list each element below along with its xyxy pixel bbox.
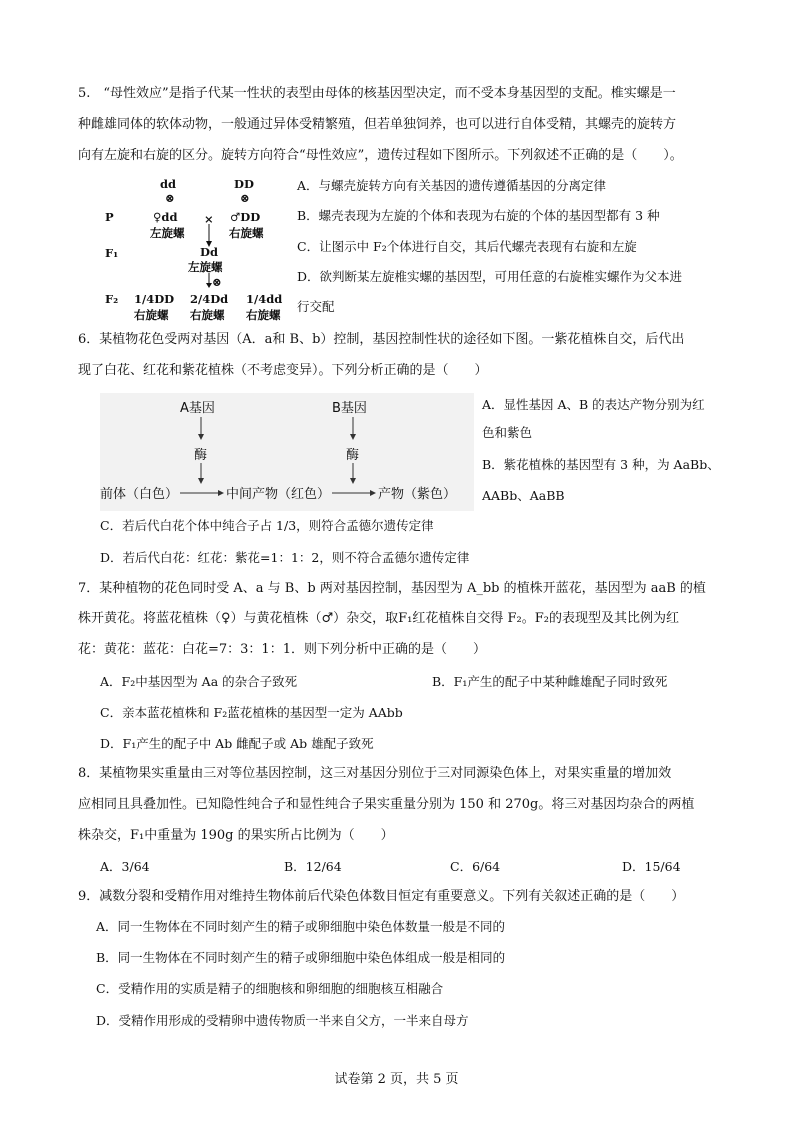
down-arrow-icon	[349, 417, 359, 441]
diagram-DD-top: DD	[234, 177, 254, 191]
q6-option-c: C．若后代白花个体中纯合子占 1/3，则符合孟德尔遗传定律	[100, 518, 434, 533]
f2-snail-2: 右旋螺	[190, 308, 225, 322]
product-label: 产物（紫色）	[378, 487, 457, 502]
right-snail-label: 右旋螺	[229, 226, 264, 240]
f2-snail-1: 右旋螺	[134, 308, 169, 322]
down-arrow-icon	[197, 463, 207, 485]
enzyme-2-label: 酶	[346, 448, 360, 463]
q8-line-3: 株杂交，F₁中重量为 190g 的果实所占比例为（ ）	[78, 828, 394, 843]
selfing-symbol: ⊗	[240, 191, 250, 205]
q9-line-1: 9．减数分裂和受精作用对维持生物体前后代染色体数目恒定有重要意义。下列有关叙述正确的是（ ）	[78, 889, 685, 904]
left-snail-label: 左旋螺	[150, 226, 185, 240]
q6-line-1: 6．某植物花色受两对基因（A．a和 B、b）控制，基因控制性状的途径如下图。一紫花植株自交，后代出	[78, 332, 685, 347]
q7-option-a: A．F₂中基因型为 Aa 的杂合子致死	[100, 674, 298, 689]
q7-line-1: 7．某种植物的花色同时受 A、a 与 B、b 两对基因控制，基因型为 A_bb 的植株开蓝花，基因型为 aaB 的植	[78, 581, 706, 596]
q5-option-b: B．螺壳表现为左旋的个体和表现为右旋的个体的基因型都有 3 种	[297, 208, 660, 223]
q5-option-d-line1: D．欲判断某左旋椎实螺的基因型，可用任意的右旋椎实螺作为父本进	[297, 269, 683, 284]
q6-option-d: D．若后代白花：红花：紫花=1：1：2，则不符合孟德尔遗传定律	[100, 550, 470, 565]
q8-line-1: 8．某植物果实重量由三对等位基因控制，这三对基因分别位于三对同源染色体上，对果实重量的增加效	[78, 766, 672, 781]
q6-option-a-line2: 色和紫色	[482, 425, 533, 440]
q6-option-b-line1: B．紫花植株的基因型有 3 种，为 AaBb、	[482, 457, 720, 472]
male-DD: ♂DD	[230, 210, 261, 224]
q9-option-d: D．受精作用形成的受精卵中遗传物质一半来自父方，一半来自母方	[96, 1013, 469, 1028]
q6-line-2: 现了白花、红花和紫花植株（不考虑变异）。下列分析正确的是（ ）	[78, 363, 488, 378]
q8-option-d: D．15/64	[622, 859, 681, 874]
f1-Dd: Dd	[200, 245, 219, 259]
right-arrow-icon	[180, 489, 226, 499]
enzyme-1-label: 酶	[194, 448, 208, 463]
generation-F2: F₂	[105, 292, 119, 306]
q5-line-2: 种雌雄同体的软体动物，一般通过异体受精繁殖，但若单独饲养，也可以进行自体受精，其螺壳的旋转方	[78, 117, 677, 132]
q8-line-2: 应相同且具叠加性。已知隐性纯合子和显性纯合子果实重量分别为 150 和 270g。将三对基因均杂合的两植	[78, 797, 695, 812]
gene-b-label: B基因	[332, 401, 367, 416]
female-dd: ♀dd	[153, 210, 178, 224]
q9-option-c: C．受精作用的实质是精子的细胞核和卵细胞的细胞核互相融合	[96, 981, 444, 996]
q6-option-a-line1: A．显性基因 A、B 的表达产物分别为红	[482, 397, 705, 412]
q7-option-d: D．F₁产生的配子中 Ab 雌配子或 Ab 雄配子致死	[100, 736, 374, 751]
q7-option-b: B．F₁产生的配子中某种雌雄配子同时致死	[432, 674, 668, 689]
q6-option-b-line2: AABb、AaBB	[482, 488, 565, 503]
q7-option-c: C．亲本蓝花植株和 F₂蓝花植株的基因型一定为 AAbb	[100, 705, 403, 720]
flower-color-pathway-diagram	[100, 393, 474, 511]
q5-option-d-line2: 行交配	[297, 299, 335, 314]
q8-option-a: A．3/64	[100, 859, 150, 874]
q7-line-2: 株开黄花。将蓝花植株（♀）与黄花植株（♂）杂交，取F₁红花植株自交得 F₂。F₂的表现型及其比例为红	[78, 611, 679, 626]
f2-dd: 1/4dd	[246, 292, 283, 306]
selfing-symbol: ⊗	[165, 191, 175, 205]
page-footer: 试卷第 2 页，共 5 页	[334, 1072, 459, 1087]
q8-option-c: C．6/64	[450, 859, 501, 874]
q5-option-c: C．让图示中 F₂个体进行自交，其后代螺壳表现有右旋和左旋	[297, 239, 637, 254]
f2-Dd: 2/4Dd	[190, 292, 229, 306]
q5-line-1: 5. “母性效应”是指子代某一性状的表型由母体的核基因型决定，而不受本身基因型的支配。椎实螺是一	[78, 86, 676, 101]
q5-option-a: A．与螺壳旋转方向有关基因的遗传遵循基因的分离定律	[297, 178, 607, 193]
diagram-dd-top: dd	[160, 177, 177, 191]
q7-line-3: 花：黄花：蓝花：白花=7：3：1：1．则下列分析中正确的是（ ）	[78, 642, 486, 657]
generation-P: P	[105, 210, 114, 224]
selfing-symbol: ⊗	[212, 275, 222, 289]
q8-option-b: B．12/64	[284, 859, 342, 874]
f1-snail-label: 左旋螺	[188, 260, 223, 274]
q9-option-a: A．同一生物体在不同时刻产生的精子或卵细胞中染色体数量一般是不同的	[96, 919, 506, 934]
down-arrow-icon	[197, 417, 207, 441]
gene-a-label: A基因	[180, 401, 215, 416]
f2-snail-3: 右旋螺	[246, 308, 281, 322]
cross-symbol: ×	[204, 212, 214, 226]
precursor-label: 前体（白色）	[100, 487, 179, 502]
q5-line-3: 向有左旋和右旋的区分。旋转方向符合“母性效应”，遗传过程如下图所示。下列叙述不正确的是（ ）。	[78, 148, 683, 163]
intermediate-label: 中间产物（红色）	[226, 487, 331, 502]
right-arrow-icon	[332, 489, 378, 499]
generation-F1: F₁	[105, 246, 119, 260]
q9-option-b: B．同一生物体在不同时刻产生的精子或卵细胞中染色体组成一般是相同的	[96, 950, 506, 965]
down-arrow-icon	[349, 463, 359, 485]
f2-DD: 1/4DD	[134, 292, 175, 306]
